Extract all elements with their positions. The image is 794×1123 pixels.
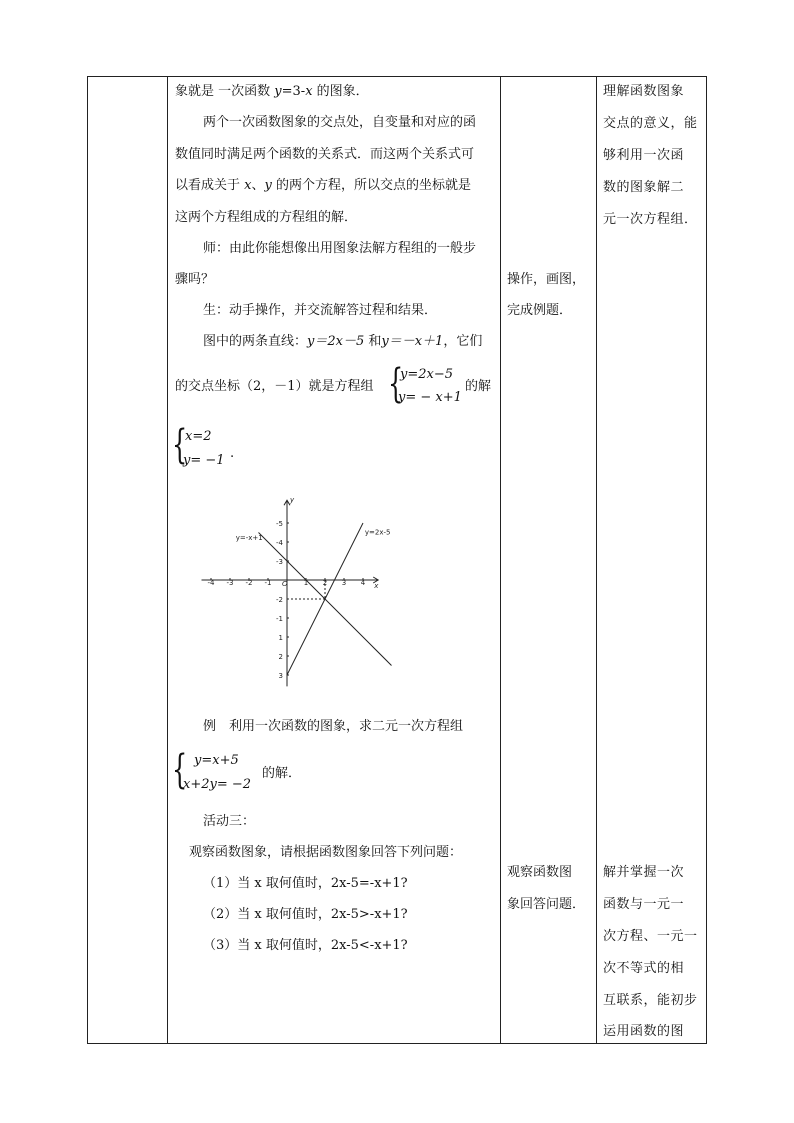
x-tick-label: 4 — [360, 579, 366, 587]
student-line: 生：动手操作，并交流解答过程和结果． — [203, 303, 438, 318]
goal-line: 互联系，能初步 — [603, 993, 698, 1008]
table-top-border — [87, 76, 707, 77]
x-axis-label: x — [374, 582, 379, 590]
table-bottom-border — [87, 1043, 707, 1044]
system-brace: { — [172, 747, 188, 793]
paragraph-line: 图中的两条直线：y＝2x－5 和y＝－x＋1，它们 — [203, 334, 483, 349]
paragraph-line: 的解 — [465, 379, 492, 394]
series-label: y=2x-5 — [364, 528, 391, 537]
y-tick-label: 2 — [278, 653, 283, 661]
y-tick-label: -3 — [276, 558, 283, 566]
table-col-border — [87, 76, 88, 1043]
x-tick-label: -1 — [264, 579, 272, 587]
teacher-line: 骤吗？ — [175, 272, 215, 287]
goal-line: 运用函数的图 — [603, 1024, 685, 1039]
paragraph-line: 这两个方程组成的方程组的解． — [175, 210, 358, 225]
paragraph-line: 数值同时满足两个函数的关系式．而这两个关系式可 — [175, 147, 475, 162]
equation-row: y=2x−5 — [400, 367, 454, 382]
activity-note: 完成例题． — [507, 303, 573, 318]
activity-note: 操作，画图， — [507, 272, 586, 287]
x-tick-label: 1 — [303, 579, 309, 587]
question-line: （2）当 x 取何值时，2x-5>-x+1? — [203, 907, 408, 922]
y-axis-label: y — [290, 496, 295, 505]
coordinate-graph — [200, 495, 400, 695]
table-col-border — [596, 76, 597, 1043]
y-tick-label: -2 — [276, 596, 283, 604]
activity-note: 观察函数图 — [507, 865, 573, 880]
y-tick-label: -1 — [276, 615, 283, 623]
goal-line: 够利用一次函 — [603, 148, 685, 163]
goal-line: 数的图象解二 — [603, 180, 685, 195]
paragraph-line: 两个一次函数图象的交点处，自变量和对应的函 — [203, 115, 477, 130]
goal-line: 次不等式的相 — [603, 961, 685, 976]
y-tick-label: -4 — [276, 539, 283, 547]
question-line: （1）当 x 取何值时，2x-5=-x+1? — [203, 876, 408, 891]
equation-row: y= − x+1 — [398, 390, 462, 405]
goal-line: 理解函数图象 — [603, 84, 685, 99]
example-line: 例 利用一次函数的图象，求二元一次方程组 — [203, 719, 464, 734]
y-tick-label: 3 — [278, 672, 283, 680]
equation-row: x=2 — [185, 429, 212, 444]
x-tick-label: -2 — [245, 579, 253, 587]
system-brace: { — [388, 361, 404, 407]
goal-line: 次方程、一元一 — [603, 929, 698, 944]
goal-line: 函数与一元一 — [603, 897, 685, 912]
y-tick-label: -5 — [276, 520, 283, 528]
activity-title: 活动三： — [203, 814, 256, 829]
activity-note: 象回答问题． — [507, 897, 586, 912]
solution-brace: { — [172, 422, 188, 468]
goal-line: 交点的意义，能 — [603, 116, 698, 131]
paragraph-line: 观察函数图象，请根据函数图象回答下列问题： — [189, 845, 463, 860]
table-col-border — [167, 76, 168, 1043]
x-tick-label: 2 — [322, 579, 328, 587]
goal-line: 解并掌握一次 — [603, 865, 685, 880]
question-line: （3）当 x 取何值时，2x-5<-x+1? — [203, 938, 408, 953]
table-col-border — [500, 76, 501, 1043]
teacher-line: 师：由此你能想像出用图象法解方程组的一般步 — [203, 241, 477, 256]
paragraph-line: 以看成关于 x、y 的两个方程，所以交点的坐标就是 — [175, 178, 471, 193]
paragraph-line: 象就是 一次函数 y=3-x 的图象． — [175, 84, 369, 99]
x-tick-label: -4 — [207, 579, 215, 587]
y-tick-label: 1 — [278, 634, 283, 642]
x-tick-label: -3 — [226, 579, 234, 587]
paragraph-line: 的解． — [262, 766, 302, 781]
equation-row: x+2y= −2 — [183, 777, 252, 792]
equation-row: y=x+5 — [194, 753, 239, 768]
goal-line: 元一次方程组． — [603, 212, 698, 227]
equation-row: y= −1 — [183, 453, 225, 468]
table-col-border — [706, 76, 707, 1043]
origin-label: O — [282, 580, 288, 588]
paragraph-line: 的交点坐标（2，－1）就是方程组 — [175, 379, 374, 394]
series-label: y=-x+1 — [235, 534, 263, 543]
x-tick-label: 3 — [341, 579, 347, 587]
punctuation: . — [230, 446, 235, 461]
